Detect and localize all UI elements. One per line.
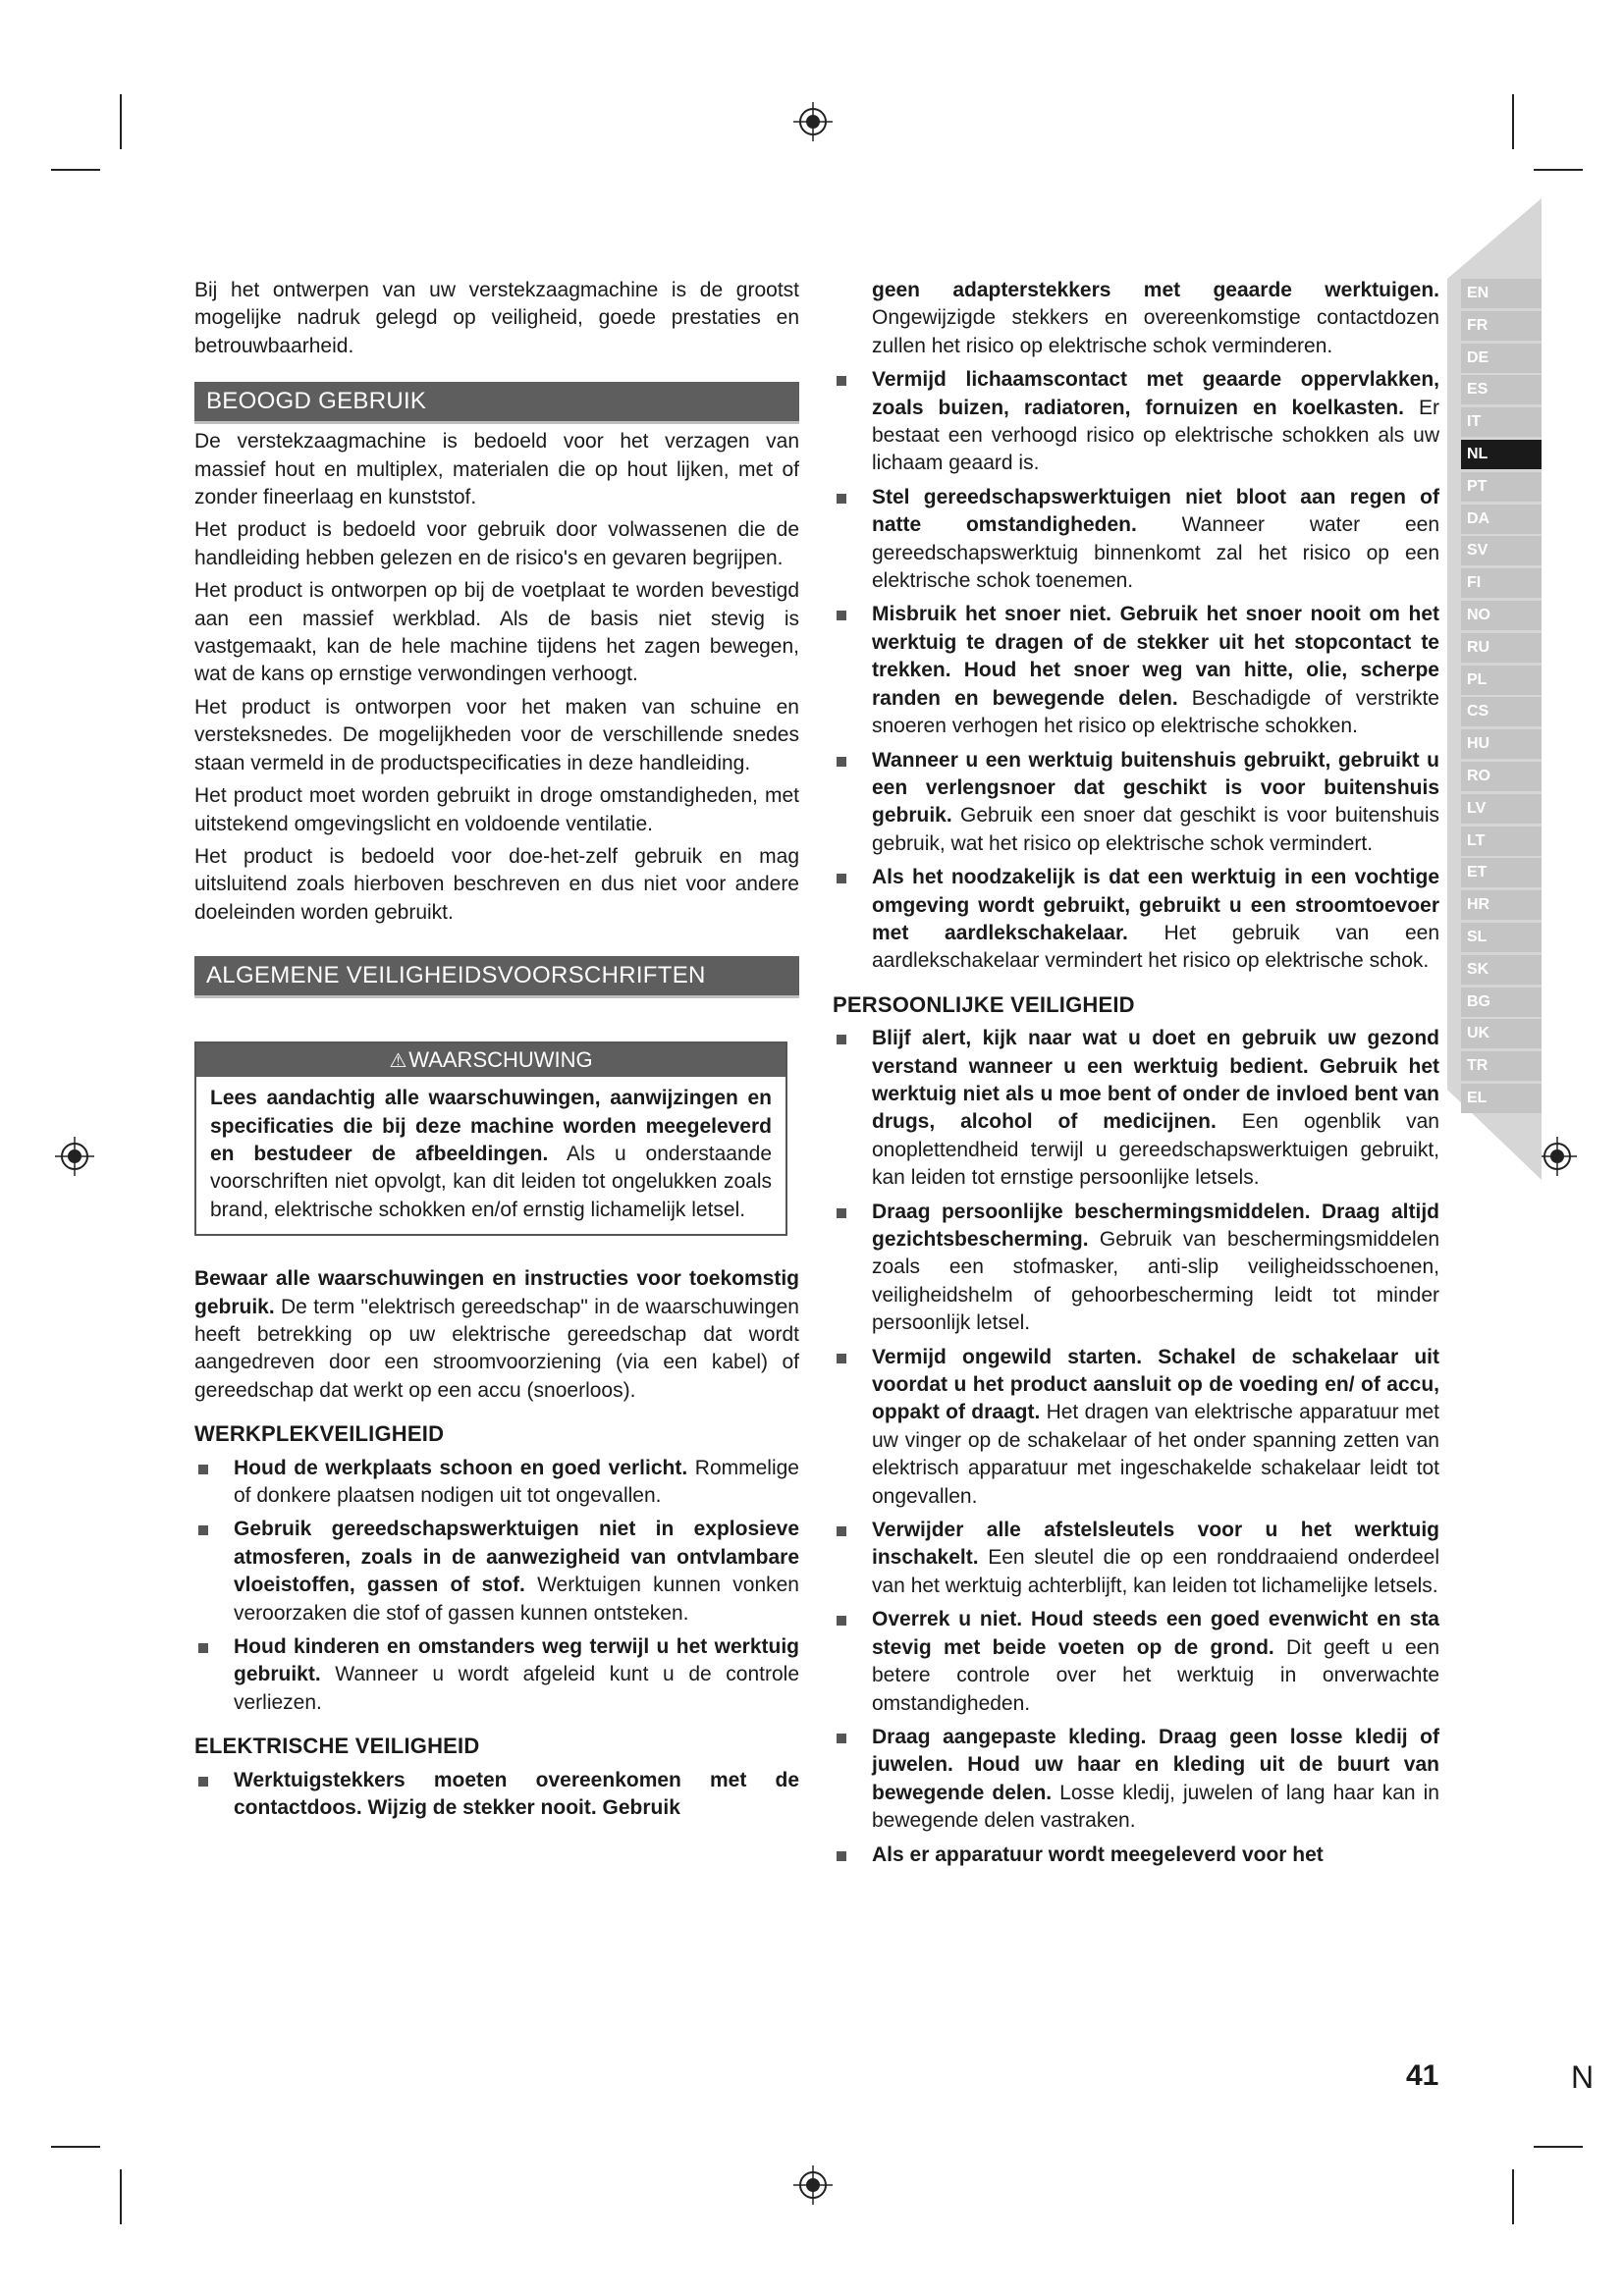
right-column — [833, 277, 1439, 1875]
subhead-werkplekveiligheid: WERKPLEKVEILIGHEID — [194, 1421, 445, 1447]
subhead-persoonlijke-veiligheid: PERSOONLIJKE VEILIGHEID — [833, 991, 1135, 1017]
bullet-square-icon — [837, 1851, 846, 1861]
list-item: Draag persoonlijke beschermingsmiddelen. Draag altijd gezichtsbescherming. Gebruik van beschermingsmiddelen zoals een stofmasker, anti-slip veiligheidsschoenen, veiligheidshelm of gehoorbescherming leidt tot minder persoonlijk letsel. — [833, 1199, 1439, 1338]
warning-header — [196, 1043, 785, 1077]
list-item: Gebruik gereedschapswerktuigen niet in explosieve atmosferen, zoals in de aanwezigheid van ontvlambare vloeistoffen, gassen of stof. Werktuigen kunnen vonken veroorzaken die stof of gassen kunnen ontsteken. — [194, 1516, 799, 1628]
list-item: Werktuigstekkers moeten overeenkomen met de contactdoos. Wijzig de stekker nooit. Gebruik — [194, 1767, 799, 1823]
bullet-square-icon — [837, 1208, 846, 1218]
list-item: Houd de werkplaats schoon en goed verlicht. Rommelige of donkere plaatsen nodigen uit tot ongevallen. — [194, 1455, 799, 1511]
language-tab-sk: SK — [1461, 955, 1542, 985]
list-item: Als het noodzakelijk is dat een werktuig in een vochtige omgeving wordt gebruikt, gebruikt u een stroomtoevoer met aardlekschakelaar. Het gebruik van een aardlekschakelaar vermindert het risico op elektrische schok. — [833, 864, 1439, 976]
registration-mark-icon — [1538, 1137, 1577, 1176]
language-tab-da: DA — [1461, 505, 1542, 534]
list-item: Houd kinderen en omstanders weg terwijl u het werktuig gebruikt. Wanneer u wordt afgeleid kunt u de controle verliezen. — [194, 1633, 799, 1717]
bullet-square-icon — [837, 1354, 846, 1363]
persoonlijk-list — [833, 1025, 1439, 1869]
keep-instructions-text: De term "elektrisch gereedschap" in de waarschuwingen heeft betrekking op uw elektrische gereedschap dat wordt aangedreven door een stroomvoorziening (via een kabel) of gereedschap dat werkt op een accu (snoerloos). — [194, 1295, 799, 1402]
language-tab-ro: RO — [1461, 762, 1542, 791]
bullet-square-icon — [198, 1465, 208, 1474]
list-item: Overrek u niet. Houd steeds een goed evenwicht en sta stevig met beide voeten op de grond. Dit geeft u een betere controle over het werktuig in onverwachte omstandigheden. — [833, 1606, 1439, 1718]
language-tab-et: ET — [1461, 858, 1542, 887]
crop-mark — [1534, 169, 1583, 171]
language-tab-lv: LV — [1461, 794, 1542, 824]
language-tab-no: NO — [1461, 601, 1542, 630]
language-tab-pl: PL — [1461, 666, 1542, 695]
list-item: Als er apparatuur wordt meegeleverd voor het — [833, 1842, 1439, 1869]
beoogd-paragraph: Het product is bedoeld voor gebruik door volwassenen die de handleiding hebben gelezen en de risico's en gevaren begrijpen. — [194, 518, 799, 569]
registration-mark-icon — [55, 1137, 94, 1176]
language-tab-tr: TR — [1461, 1051, 1542, 1081]
language-tab-el: EL — [1461, 1084, 1542, 1113]
elektrisch-list — [833, 277, 1439, 976]
list-item: Vermijd ongewild starten. Schakel de schakelaar uit voordat u het product aansluit op de voeding en/ of accu, oppakt of draagt. Het dragen van elektrische apparatuur met uw vinger op de schakelaar of het onder spanning zetten van elektrisch apparatuur met ingeschakelde schakelaar leidt tot ongevallen. — [833, 1344, 1439, 1511]
language-tabs — [1461, 279, 1542, 1116]
section-title-algemene-veiligheid: ALGEMENE VEILIGHEIDSVOORSCHRIFTEN — [194, 956, 799, 998]
bullet-square-icon — [837, 1526, 846, 1536]
language-tab-ru: RU — [1461, 633, 1542, 663]
crop-mark — [51, 2146, 100, 2148]
edge-letter: N — [1571, 2059, 1595, 2095]
werkplek-list — [194, 1455, 799, 1718]
crop-mark — [120, 2169, 122, 2224]
language-tab-de: DE — [1461, 344, 1542, 373]
language-tab-hr: HR — [1461, 890, 1542, 920]
language-tab-fi: FI — [1461, 568, 1542, 598]
language-tab-nl: NL — [1461, 440, 1542, 469]
language-tab-bg: BG — [1461, 988, 1542, 1017]
list-item: Blijf alert, kijk naar wat u doet en gebruik uw gezond verstand wanneer u een werktuig bedient. Gebruik het werktuig niet als u moe bent of onder de invloed bent van drugs, alcohol of medicijnen. Een ogenblik van onoplettendheid terwijl u gereedschapswerktuigen gebruikt, kan leiden tot ernstige persoonlijke letsels. — [833, 1025, 1439, 1192]
list-item: Draag aangepaste kleding. Draag geen losse kledij of juwelen. Houd uw haar en kleding uit de buurt van bewegende delen. Losse kledij, juwelen of lang haar kan in bewegende delen vastraken. — [833, 1724, 1439, 1836]
language-tab-hu: HU — [1461, 729, 1542, 759]
bullet-square-icon — [837, 1616, 846, 1626]
bullet-square-icon — [198, 1777, 208, 1787]
warning-triangle-icon: ⚠ — [389, 1050, 407, 1073]
bullet-square-icon — [837, 494, 846, 504]
bullet-square-icon — [837, 376, 846, 386]
keep-instructions-bold: Bewaar alle waarschuwingen en instructies voor toekomstig gebruik. — [194, 1267, 799, 1318]
list-item-continued: geen adapterstekkers met geaarde werktuigen. Ongewijzigde stekkers en overeenkomstige contactdozen zullen het risico op elektrische schok verminderen. — [872, 279, 1439, 357]
left-column — [194, 277, 799, 1828]
beoogd-paragraph: Het product moet worden gebruikt in droge omstandigheden, met uitstekend omgevingslicht en voldoende ventilatie. — [194, 784, 799, 835]
language-tab-cs: CS — [1461, 697, 1542, 726]
warning-bold-text: Lees aandachtig alle waarschuwingen, aanwijzingen en specificaties die bij deze machine worden meegeleverd en bestudeer de afbeeldingen. — [210, 1087, 772, 1165]
registration-mark-icon — [793, 2165, 833, 2205]
intro-paragraph: Bij het ontwerpen van uw verstekzaagmachine is de grootst mogelijke nadruk gelegd op veiligheid, goede prestaties en betrouwbaarheid. — [194, 279, 799, 357]
bullet-square-icon — [837, 757, 846, 767]
subhead-elektrische-veiligheid: ELEKTRISCHE VEILIGHEID — [194, 1734, 480, 1759]
bullet-square-icon — [837, 1734, 846, 1743]
crop-mark — [51, 169, 100, 171]
language-tab-es: ES — [1461, 375, 1542, 404]
language-tab-pt: PT — [1461, 472, 1542, 502]
language-tab-fr: FR — [1461, 311, 1542, 341]
elektrisch-list-start — [194, 1767, 799, 1823]
warning-body — [196, 1077, 785, 1234]
language-tab-sv: SV — [1461, 536, 1542, 565]
bullet-square-icon — [198, 1525, 208, 1535]
list-item: Wanneer u een werktuig buitenshuis gebruikt, gebruikt u een verlengsnoer dat geschikt is voor buitenshuis gebruik. Gebruik een snoer dat geschikt is voor buitenshuis gebruik, wat het risico op elektrische schok vermindert. — [833, 747, 1439, 859]
warning-text: Als u onderstaande voorschriften niet opvolgt, kan dit leiden tot ongelukken zoals brand, elektrische schokken en/of ernstig lichamelijk letsel. — [210, 1142, 772, 1221]
list-item: Misbruik het snoer niet. Gebruik het snoer nooit om het werktuig te dragen of de stekker uit het stopcontact te trekken. Houd het snoer weg van hitte, olie, scherpe randen en bewegende delen. Beschadigde of verstrikte snoeren verhogen het risico op elektrische schokken. — [833, 601, 1439, 740]
warning-box — [194, 1041, 787, 1236]
beoogd-paragraph: Het product is bedoeld voor doe-het-zelf gebruik en mag uitsluitend zoals hierboven beschreven en dus niet voor andere doeleinden worden gebruikt. — [194, 844, 799, 924]
bullet-square-icon — [837, 874, 846, 883]
list-item: Stel gereedschapswerktuigen niet bloot aan regen of natte omstandigheden. Wanneer water een gereedschapswerktuig binnenkomt zal het risico op een elektrische schok toenemen. — [833, 484, 1439, 596]
crop-mark — [1512, 2169, 1514, 2224]
bullet-square-icon — [198, 1643, 208, 1653]
language-tab-en: EN — [1461, 279, 1542, 308]
language-tab-lt: LT — [1461, 827, 1542, 856]
page-number: 41 — [1406, 2059, 1439, 2092]
beoogd-paragraph: De verstekzaagmachine is bedoeld voor het verzagen van massief hout en multiplex, materialen die op hout lijken, met of zonder fineerlaag en kunststof. — [194, 430, 799, 509]
beoogd-paragraph: Het product is ontworpen voor het maken van schuine en versteksnedes. De mogelijkheden voor de verschillende snedes staan vermeld in de productspecificaties in deze handleiding. — [194, 695, 799, 774]
crop-mark — [1512, 94, 1514, 149]
list-item: Vermijd lichaamscontact met geaarde oppervlakken, zoals buizen, radiatoren, fornuizen en koelkasten. Er bestaat een verhoogd risico op elektrische schokken als uw lichaam geaard is. — [833, 366, 1439, 478]
list-item: Verwijder alle afstelsleutels voor u het werktuig inschakelt. Een sleutel die op een ronddraaiend onderdeel van het werktuig achterblijft, kan leiden tot lichamelijke letsels. — [833, 1517, 1439, 1600]
crop-mark — [1534, 2146, 1583, 2148]
language-tab-sl: SL — [1461, 923, 1542, 952]
bullet-square-icon — [837, 611, 846, 620]
language-tab-it: IT — [1461, 407, 1542, 437]
language-tab-uk: UK — [1461, 1019, 1542, 1048]
bullet-square-icon — [837, 1035, 846, 1044]
section-title-beoogd-gebruik: BEOOGD GEBRUIK — [194, 382, 799, 424]
registration-mark-icon — [793, 102, 833, 141]
beoogd-paragraph: Het product is ontworpen op bij de voetplaat te worden bevestigd aan een massief werkblad. Als de basis niet stevig is vastgemaakt, kan de hele machine tijdens het zagen bewegen, wat de kans op ernstige verwondingen verhoogt. — [194, 579, 799, 686]
crop-mark — [120, 94, 122, 149]
warning-title: WAARSCHUWING — [408, 1047, 593, 1073]
